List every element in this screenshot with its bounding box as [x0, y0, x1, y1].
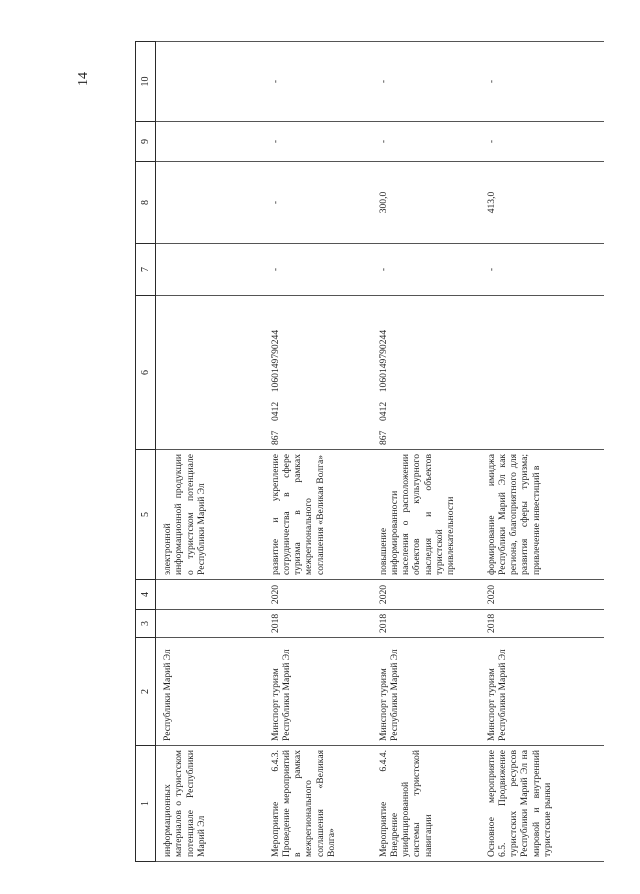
budget-code-cell — [264, 296, 372, 450]
start-year-cell: 2018 — [480, 610, 604, 638]
value-col9-cell: - — [264, 122, 372, 162]
end-year-cell: 2020 — [264, 580, 372, 610]
budget-code-cell — [480, 296, 604, 450]
page-number: 14 — [76, 72, 91, 86]
budget-code-cell — [156, 296, 264, 450]
executor-cell: Минспорт туризм Республики Марий Эл — [480, 638, 604, 746]
value-col7-cell — [156, 244, 264, 296]
value-col9-cell: - — [480, 122, 604, 162]
col-header-8: 8 — [136, 162, 156, 244]
executor-cell: Республики Марий Эл — [156, 638, 264, 746]
budget-code-cell — [372, 296, 480, 450]
measure-name-cell: информационных материалов о туристском потенциале Республики Марий Эл — [156, 746, 264, 862]
measure-name-cell: Мероприятие 6.4.3. Проведение мероприятий в рамках межрегионального соглашения «Великая Волга» — [264, 746, 372, 862]
value-col8-cell: 413,0 — [480, 162, 604, 244]
table-row — [156, 42, 264, 862]
col-header-9: 9 — [136, 122, 156, 162]
value-col10-cell: - — [480, 42, 604, 122]
value-col7-cell: - — [372, 244, 480, 296]
start-year-cell — [156, 610, 264, 638]
col-header-10: 10 — [136, 42, 156, 122]
value-col10-cell — [156, 42, 264, 122]
expected-result-cell: повышение информированности населения о расположении объектов культурного наследия и объектов туристской привлекательности — [372, 450, 480, 580]
value-col9-cell — [156, 122, 264, 162]
start-year-cell: 2018 — [372, 610, 480, 638]
value-col7-cell: - — [264, 244, 372, 296]
col-header-1: 1 — [136, 746, 156, 862]
col-header-6: 6 — [136, 296, 156, 450]
end-year-cell: 2020 — [372, 580, 480, 610]
col-header-7: 7 — [136, 244, 156, 296]
value-col10-cell: - — [264, 42, 372, 122]
end-year-cell — [156, 580, 264, 610]
measure-name-cell: Мероприятие 6.4.4. Внедрение унифицированной системы туристской навигации — [372, 746, 480, 862]
end-year-cell: 2020 — [480, 580, 604, 610]
col-header-4: 4 — [136, 580, 156, 610]
value-col8-cell: - — [264, 162, 372, 244]
value-col8-cell: 300,0 — [372, 162, 480, 244]
executor-cell: Минспорт туризм Республики Марий Эл — [264, 638, 372, 746]
start-year-cell: 2018 — [264, 610, 372, 638]
table-row — [372, 42, 480, 862]
budget-code-text: 867 0412 1060149790244 — [377, 329, 389, 445]
budget-code-text: 867 0412 1060149790244 — [269, 329, 281, 445]
expected-result-cell: электронной информационной продукции о туристском потенциале Республики Марий Эл — [156, 450, 264, 580]
rotated-table-page — [135, 42, 607, 862]
table-row — [480, 42, 604, 862]
table-row — [264, 42, 372, 862]
executor-cell: Минспорт туризм Республики Марий Эл — [372, 638, 480, 746]
col-header-2: 2 — [136, 638, 156, 746]
value-col10-cell: - — [372, 42, 480, 122]
value-col9-cell: - — [372, 122, 480, 162]
expected-result-cell: формирование имиджа Республики Марий Эл как региона, благоприятного для развития сферы туризма; привлечение инвестиций в — [480, 450, 604, 580]
col-header-5: 5 — [136, 450, 156, 580]
expected-result-cell: развитие и укрепление сотрудничества в сфере туризма в рамках межрегионального соглашения «Великая Волга» — [264, 450, 372, 580]
col-header-3: 3 — [136, 610, 156, 638]
value-col7-cell: - — [480, 244, 604, 296]
program-measures-table — [135, 41, 604, 862]
measure-name-cell: Основное мероприятие 6.5. Продвижение туристских ресурсов Республики Марий Эл на мировой и внутренний туристские рынки — [480, 746, 604, 862]
column-number-row — [136, 42, 156, 862]
value-col8-cell — [156, 162, 264, 244]
